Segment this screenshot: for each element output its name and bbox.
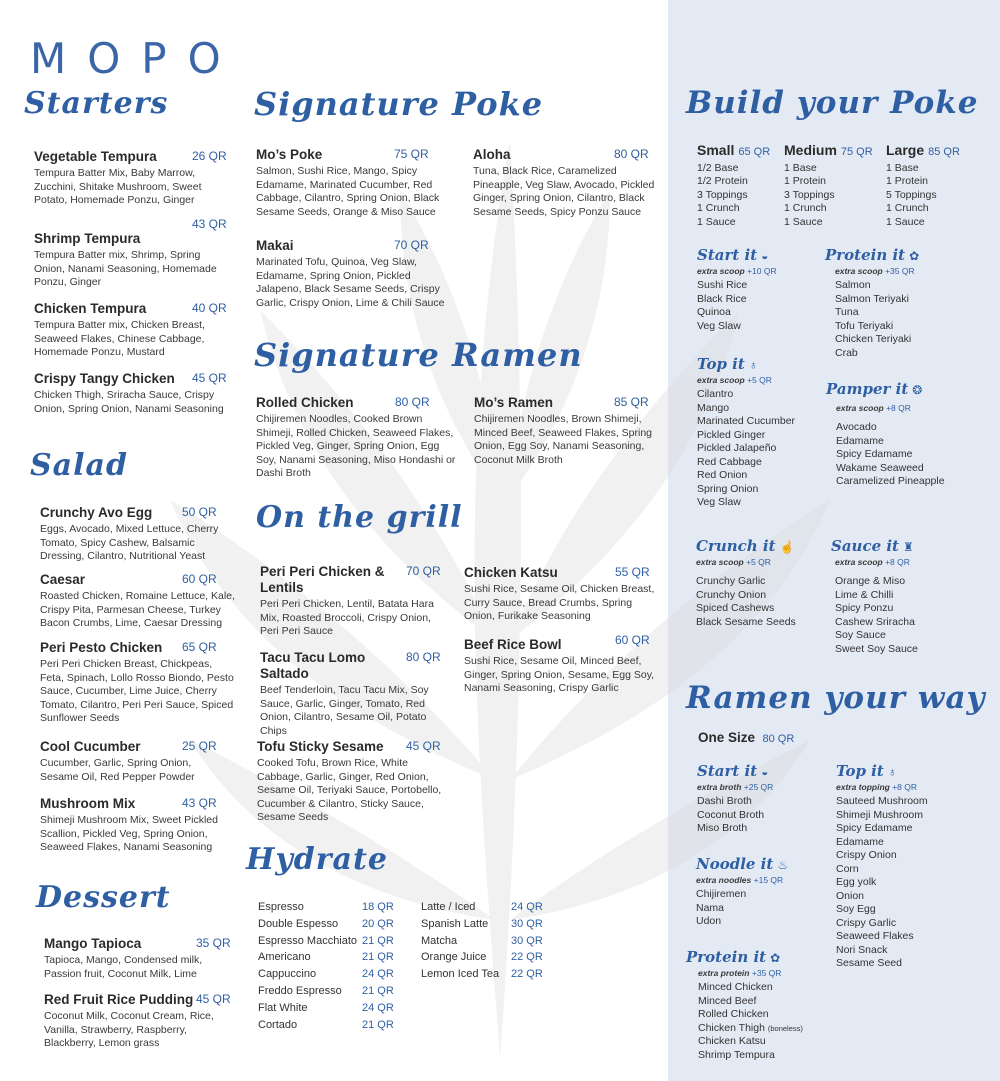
menu-item: [260, 650, 455, 738]
option: Crispy Garlic: [836, 916, 897, 929]
ramen-start-it: [697, 762, 773, 836]
subsection-title: Protein it: [686, 948, 767, 966]
option: Tuna: [835, 306, 859, 318]
option: Chicken Katsu: [698, 1035, 766, 1047]
option: Chijiremen: [696, 888, 747, 900]
menu-item: [473, 147, 663, 219]
menu-item: [40, 572, 235, 631]
item-description: Tempura Batter mix, Chicken Breast, Seaweed Flakes, Chinese Cabbage, Homemade Ponzu, Mustard: [34, 319, 205, 358]
option: Corn: [836, 862, 859, 875]
size-large: [886, 144, 960, 229]
menu-item: [34, 371, 230, 416]
option: Red Cabbage: [697, 455, 762, 468]
menu-item: [34, 301, 230, 360]
option: Miso Broth: [697, 822, 748, 834]
item-description: Peri Peri Chicken, Lentil, Batata Hara Mix, Roasted Broccoli, Crispy Onion, Peri Peri Sauce: [260, 598, 434, 637]
drink-price: 24 QR: [511, 901, 543, 913]
extra-note: [835, 557, 918, 567]
size-small: [697, 144, 770, 229]
item-description: Sushi Rice, Sesame Oil, Chicken Breast, Curry Sauce, Bread Crumbs, Spring Onion, Furikake Seasoning: [464, 583, 655, 622]
subsection-title: Pamper it: [826, 380, 909, 398]
item-price: 80 QR: [395, 395, 430, 409]
shrimp-icon: ✿: [909, 249, 920, 263]
item-description: Chijiremen Noodles, Brown Shimeji, Minced Beef, Seaweed Flakes, Spring Onion, Egg Soy, Nanami Seasoning, Coconut Milk Broth: [474, 413, 653, 466]
item-price: 45 QR: [406, 739, 441, 753]
option-list: [835, 575, 918, 656]
item-name: Mushroom Mix: [40, 796, 136, 811]
bowl-icon: ◒: [761, 765, 769, 779]
drink-price: 21 QR: [362, 951, 394, 964]
option: Tofu Teriyaki: [835, 319, 894, 332]
item-description: Shimeji Mushroom Mix, Sweet Pickled Scallion, Pickled Veg, Spring Onion, Seaweed Flakes, Nanami Seasoning: [40, 814, 218, 853]
item-description: Chicken Thigh, Sriracha Sauce, Crispy Onion, Spring Onion, Nanami Seasoning: [34, 389, 224, 415]
carrot-icon: ♁: [887, 765, 897, 779]
option: Orange & Miso: [835, 575, 906, 587]
item-description: Roasted Chicken, Romaine Lettuce, Kale, Crispy Pita, Parmesan Cheese, Turkey Bacon Crumbs, Lime, Caesar Dressing: [40, 590, 235, 629]
option-list: [836, 795, 928, 971]
section-title-ramen-your-way: Ramen your way: [686, 680, 986, 716]
extra-label: extra scoop: [696, 557, 744, 567]
ramen-noodle-it: [696, 855, 788, 929]
extra-label: extra noodles: [696, 875, 752, 885]
extra-label: extra scoop: [835, 557, 883, 567]
item-name: Mo’s Poke: [256, 147, 323, 162]
ramen-top-it: [836, 762, 928, 971]
hydrate-prices-right: [511, 899, 561, 983]
hydrate-prices-left: [362, 899, 412, 1033]
item-price: 60 QR: [182, 572, 217, 586]
menu-item: [256, 238, 451, 310]
section-title-on-the-grill: On the grill: [256, 500, 463, 535]
menu-item: [40, 505, 225, 564]
drink-price: 24 QR: [362, 968, 394, 981]
item-description: Marinated Tofu, Quinoa, Veg Slaw, Edamame, Spring Onion, Pickled Jalapeno, Black Sesame Seeds, Crispy Garlic, Crispy Onion, Lime & Chili Sauce: [256, 256, 445, 309]
option: Shrimp Tempura: [698, 1048, 775, 1061]
drink-price: 20 QR: [362, 917, 394, 930]
drink-name: Latte / Iced: [421, 901, 476, 913]
item-price: 50 QR: [182, 505, 217, 519]
extra-note: [696, 875, 788, 885]
drink-price: 22 QR: [511, 968, 543, 981]
option: Udon: [696, 915, 722, 927]
option: Nori Snack: [836, 943, 888, 956]
item-name: Chicken Katsu: [464, 565, 558, 580]
item-description: Peri Peri Chicken Breast, Chickpeas, Feta, Spinach, Lollo Rosso Biondo, Pesto Sauce, Cucumber, Lime Juice, Cherry Tomato, Cilantro, Peri Peri Sauce, Spiced Sunflower Seeds: [40, 658, 234, 724]
size-name: One Size: [698, 730, 756, 745]
size-detail: 1 Crunch: [784, 202, 827, 214]
option: Spicy Ponzu: [835, 602, 894, 614]
size-detail: 1/2 Protein: [697, 175, 748, 187]
item-price: 85 QR: [614, 395, 649, 409]
size-detail: 5 Toppings: [886, 188, 937, 201]
size-price: 85 QR: [928, 146, 960, 158]
item-price: 45 QR: [192, 371, 227, 385]
option: Soy Sauce: [835, 629, 886, 641]
item-price: 26 QR: [192, 149, 227, 163]
option-list: [697, 795, 773, 836]
option: Spicy Edamame: [836, 822, 913, 834]
item-price: 25 QR: [182, 739, 217, 753]
drink-price: 22 QR: [511, 951, 543, 964]
item-description: Cucumber, Garlic, Spring Onion, Sesame Oil, Red Pepper Powder: [40, 757, 195, 783]
option: Crunchy Garlic: [696, 575, 766, 587]
menu-item: [256, 147, 451, 219]
size-detail: 1 Protein: [784, 175, 827, 187]
menu-item: [260, 564, 450, 639]
item-price: 80 QR: [406, 650, 441, 664]
size-price: 65 QR: [738, 146, 771, 158]
extra-note: [697, 266, 777, 276]
subsection-title: Sauce it: [831, 537, 899, 555]
item-price: 75 QR: [394, 147, 429, 161]
sauce-bottle-icon: ♜: [902, 540, 914, 554]
extra-price: +8 QR: [885, 557, 910, 567]
item-price: 43 QR: [182, 796, 217, 810]
option: Cilantro: [697, 388, 734, 400]
option: Nama: [696, 901, 725, 914]
extra-label: extra scoop: [697, 375, 745, 385]
item-price: 40 QR: [192, 301, 227, 315]
size-name: Medium: [784, 142, 837, 158]
subsection-title: Start it: [697, 246, 758, 264]
item-price: 45 QR: [196, 992, 231, 1006]
build-crunch-it: [696, 537, 796, 629]
item-price: 65 QR: [182, 640, 217, 654]
option: Crab: [835, 346, 858, 359]
build-protein-it: [825, 246, 919, 360]
option-list: [696, 888, 788, 929]
size-price: 75 QR: [840, 146, 873, 158]
option: Soy Egg: [836, 903, 876, 915]
menu-item: [40, 796, 225, 855]
hydrate-list-right: [421, 899, 511, 983]
option: Crispy Onion: [836, 849, 897, 861]
subsection-title: Protein it: [825, 246, 906, 264]
menu-item: [34, 149, 230, 208]
drink-name: Matcha: [421, 934, 458, 947]
drink-name: Espresso: [258, 901, 304, 913]
option-list: [696, 575, 796, 629]
section-title-signature-poke: Signature Poke: [254, 85, 544, 123]
option-list: [697, 388, 795, 510]
item-name: Beef Rice Bowl: [464, 637, 562, 652]
item-description: Tapioca, Mango, Condensed milk, Passion fruit, Coconut Milk, Lime: [44, 954, 203, 980]
item-name: Vegetable Tempura: [34, 149, 157, 164]
section-title-dessert: Dessert: [36, 880, 171, 915]
option: Edamame: [836, 434, 884, 447]
item-name: Caesar: [40, 572, 86, 587]
option: Spicy Edamame: [836, 448, 913, 460]
subsection-title: Start it: [697, 762, 758, 780]
extra-price: +35 QR: [751, 968, 782, 978]
option: Salmon Teriyaki: [835, 292, 909, 305]
item-name: Crunchy Avo Egg: [40, 505, 153, 520]
option: Sauteed Mushroom: [836, 795, 928, 807]
subsection-title: Top it: [697, 355, 745, 373]
drink-name: Cortado: [258, 1018, 298, 1031]
drink-price: 24 QR: [362, 1001, 394, 1014]
hand-icon: ☝: [779, 540, 795, 554]
option: Cashew Sriracha: [835, 615, 915, 628]
menu-item: [256, 395, 456, 481]
option: Black Rice: [697, 292, 747, 305]
drink-name: Flat White: [258, 1001, 308, 1014]
drink-price: 18 QR: [362, 901, 394, 913]
option-note: (boneless): [767, 1023, 803, 1033]
drink-name: Double Espesso: [258, 917, 339, 930]
item-name: Tofu Sticky Sesame: [257, 739, 384, 754]
drink-price: 21 QR: [362, 934, 394, 947]
drink-name: Espresso Macchiato: [258, 934, 358, 947]
subsection-title: Crunch it: [696, 537, 776, 555]
section-title-salad: Salad: [30, 448, 128, 483]
size-detail: 1 Sauce: [784, 215, 823, 228]
item-price: 55 QR: [615, 565, 650, 579]
item-description: Tempura Batter Mix, Baby Marrow, Zucchini, Shitake Mushroom, Sweet Potato, Homemade Ponzu, Ginger: [34, 167, 202, 206]
option: Veg Slaw: [697, 319, 741, 332]
drink-price: 30 QR: [511, 917, 543, 930]
item-name: Shrimp Tempura: [34, 231, 141, 246]
extra-label: extra protein: [698, 968, 750, 978]
option: Salmon: [835, 279, 871, 291]
menu-item: [40, 739, 225, 784]
extra-price: +5 QR: [747, 375, 772, 385]
extra-label: extra topping: [836, 782, 890, 792]
size-name: Small: [697, 142, 735, 158]
menu-item: [474, 395, 660, 467]
option: Rolled Chicken: [698, 1008, 769, 1020]
option: Red Onion: [697, 469, 748, 481]
size-price: 80 QR: [762, 733, 795, 745]
option: Mango: [697, 401, 730, 414]
option: Marinated Cucumber: [697, 415, 796, 427]
option: Sesame Seed: [836, 957, 902, 969]
menu-item: [257, 739, 449, 825]
menu-item: [44, 992, 234, 1051]
size-medium: [784, 144, 873, 229]
extra-note: [836, 403, 945, 413]
section-title-signature-ramen: Signature Ramen: [254, 336, 583, 374]
option: Shimeji Mushroom: [836, 808, 923, 821]
option: Onion: [836, 889, 865, 902]
option-label: Chicken Thigh: [698, 1021, 765, 1034]
option: Pickled Ginger: [697, 428, 766, 441]
drink-price: 21 QR: [362, 1018, 394, 1031]
size-detail: 1 Protein: [886, 175, 929, 187]
item-name: Rolled Chicken: [256, 395, 354, 410]
extra-price: +25 QR: [743, 782, 774, 792]
extra-note: [698, 968, 803, 978]
extra-label: extra scoop: [835, 266, 883, 276]
size-detail: 3 Toppings: [697, 188, 748, 201]
option: Wakame Seaweed: [836, 461, 924, 474]
option: Caramelized Pineapple: [836, 475, 945, 487]
item-description: Beef Tenderloin, Tacu Tacu Mix, Soy Sauce, Garlic, Ginger, Tomato, Red Onion, Cilantro, Sesame Oil, Potato Chips: [260, 684, 429, 737]
hydrate-list-left: [258, 899, 358, 1033]
subsection-title: Top it: [836, 762, 884, 780]
subsection-title: Noodle it: [696, 855, 774, 873]
option: Veg Slaw: [697, 496, 741, 508]
size-detail: 3 Toppings: [784, 188, 835, 201]
option: Black Sesame Seeds: [696, 615, 796, 628]
shrimp-icon: ✿: [770, 951, 781, 965]
drink-price: 30 QR: [511, 934, 543, 947]
bowl-icon: ◒: [761, 249, 769, 263]
drink-name: Spanish Latte: [421, 917, 489, 930]
extra-price: +5 QR: [746, 557, 771, 567]
item-name: Peri Peri Chicken & Lentils: [260, 564, 385, 595]
drink-name: Americano: [258, 951, 311, 964]
ramen-protein-it: [686, 948, 803, 1062]
menu-item: [40, 640, 235, 726]
item-name: Red Fruit Rice Pudding: [44, 992, 194, 1007]
item-name: Makai: [256, 238, 294, 253]
item-name: Chicken Tempura: [34, 301, 147, 316]
option: Avocado: [836, 421, 877, 433]
build-pamper-it: [826, 380, 945, 489]
drink-name: Freddo Espresso: [258, 984, 342, 997]
option: Egg yolk: [836, 876, 877, 888]
size-name: Large: [886, 142, 925, 158]
extra-note: [697, 782, 773, 792]
option: Pickled Jalapeño: [697, 442, 777, 454]
item-description: Chijiremen Noodles, Cooked Brown Shimeji, Rolled Chicken, Seaweed Flakes, Pickled Veg, Ginger, Spring Onion, Egg Soy, Nanami Seasoning, Miso Hondashi or Dashi Broth: [256, 413, 456, 479]
item-description: Eggs, Avocado, Mixed Lettuce, Cherry Tomato, Spicy Cashew, Balsamic Dressing, Cilantro, Nutritional Yeast: [40, 523, 219, 562]
item-description: Cooked Tofu, Brown Rice, White Cabbage, Garlic, Ginger, Red Onion, Sesame Oil, Teriyaki Sauce, Portobello, Cucumber & Cilantro, Sticky Sauce, Sesame Seeds: [257, 757, 442, 823]
item-name: Peri Pesto Chicken: [40, 640, 163, 655]
ramen-size: [698, 729, 794, 747]
option: Minced Beef: [698, 994, 757, 1007]
noodles-icon: ♨: [777, 858, 789, 872]
option: Lime & Chilli: [835, 588, 894, 601]
option-list: [698, 981, 803, 1062]
size-detail: 1 Base: [784, 161, 817, 174]
option: Dashi Broth: [697, 795, 752, 807]
item-price: 43 QR: [192, 217, 227, 231]
build-start-it: [697, 246, 777, 333]
item-name: Mango Tapioca: [44, 936, 142, 951]
item-price: 70 QR: [406, 564, 441, 578]
carrot-icon: ♁: [748, 358, 758, 372]
item-description: Tuna, Black Rice, Caramelized Pineapple, Veg Slaw, Avocado, Pickled Ginger, Spring Onion, Cilantro, Black Sesame Seeds, Spicy Ponzu Sauce: [473, 165, 655, 218]
item-description: Sushi Rice, Sesame Oil, Minced Beef, Ginger, Spring Onion, Sesame, Egg Soy, Nanami Seasoning, Crispy Garlic: [464, 655, 655, 694]
extra-price: +35 QR: [885, 266, 915, 276]
extra-note: [696, 557, 796, 567]
extra-price: +10 QR: [747, 266, 777, 276]
option: Edamame: [836, 835, 884, 848]
option: Spring Onion: [697, 482, 759, 495]
option: [698, 1022, 803, 1036]
item-price: 70 QR: [394, 238, 429, 252]
extra-note: [835, 266, 919, 276]
option: Quinoa: [697, 306, 731, 318]
build-sauce-it: [831, 537, 918, 656]
option: Sweet Soy Sauce: [835, 642, 918, 655]
drink-name: Cappuccino: [258, 968, 317, 981]
menu-item: [44, 936, 234, 981]
section-title-hydrate: Hydrate: [246, 842, 388, 877]
extra-price: +15 QR: [753, 875, 784, 885]
menu-item: [464, 633, 656, 696]
extra-label: extra scoop: [697, 266, 745, 276]
size-detail: 1 Sauce: [697, 215, 736, 228]
option: Spiced Cashews: [696, 602, 775, 614]
item-name: Tacu Tacu Lomo Saltado: [260, 650, 366, 681]
item-description: Salmon, Sushi Rice, Mango, Spicy Edamame, Marinated Cucumber, Red Cabbage, Cilantro, Spring Onion, Black Sesame Seeds, Orange & Miso Sauce: [256, 165, 440, 218]
size-detail: 1/2 Base: [697, 161, 739, 174]
option: Chicken Teriyaki: [835, 333, 912, 345]
size-detail: 1 Base: [886, 161, 919, 174]
item-price: 60 QR: [615, 633, 650, 647]
item-name: Mo’s Ramen: [474, 395, 554, 410]
section-title-build-your-poke: Build your Poke: [686, 85, 979, 121]
option-list: [836, 421, 945, 489]
item-name: Aloha: [473, 147, 511, 162]
option: Crunchy Onion: [696, 588, 767, 601]
drink-name: Lemon Iced Tea: [421, 968, 500, 981]
extra-note: [836, 782, 928, 792]
extra-price: +8 QR: [886, 403, 911, 413]
avocado-icon: ❂: [912, 383, 923, 397]
menu-item: [464, 565, 659, 624]
item-name: Crispy Tangy Chicken: [34, 371, 175, 386]
extra-note: [697, 375, 795, 385]
brand-logo: MOPO: [30, 34, 242, 83]
option: Minced Chicken: [698, 981, 773, 993]
option-list: [697, 279, 777, 333]
extra-price: +8 QR: [892, 782, 918, 792]
extra-label: extra broth: [697, 782, 742, 792]
option: Seaweed Flakes: [836, 930, 914, 942]
drink-price: 21 QR: [362, 984, 394, 997]
item-price: 35 QR: [196, 936, 231, 950]
size-detail: 1 Sauce: [886, 215, 925, 228]
build-top-it: [697, 355, 795, 510]
item-description: Tempura Batter mix, Shrimp, Spring Onion, Nanami Seasoning, Homemade Ponzu, Ginger: [34, 249, 217, 288]
size-detail: 1 Crunch: [886, 202, 929, 214]
item-description: Coconut Milk, Coconut Cream, Rice, Vanilla, Strawberry, Raspberry, Blackberry, Lemon grass: [44, 1010, 214, 1049]
item-price: 80 QR: [614, 147, 649, 161]
section-title-starters: Starters: [24, 86, 169, 121]
menu-item: [34, 217, 230, 290]
option-list: [835, 279, 919, 360]
size-detail: 1 Crunch: [697, 202, 740, 214]
option: Coconut Broth: [697, 808, 765, 821]
item-name: Cool Cucumber: [40, 739, 141, 754]
extra-label: extra scoop: [836, 403, 884, 413]
option: Sushi Rice: [697, 279, 748, 291]
drink-name: Orange Juice: [421, 951, 487, 964]
